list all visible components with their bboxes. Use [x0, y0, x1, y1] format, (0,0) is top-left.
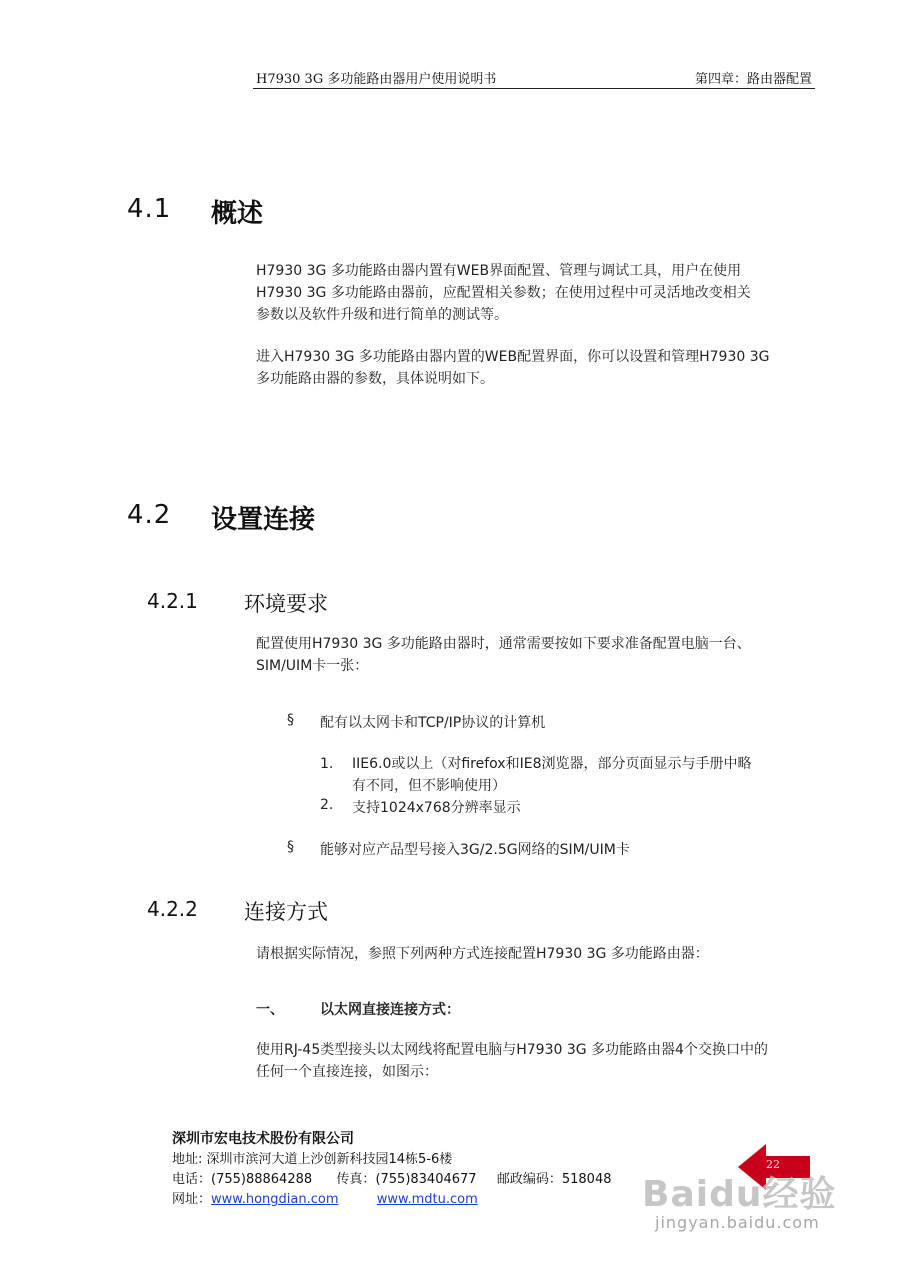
bullet-computer: 配有以太网卡和TCP/IP协议的计算机: [320, 715, 546, 731]
footer-web: [172, 1188, 478, 1207]
para-line: 参数以及软件升级和进行简单的测试等。: [256, 307, 508, 323]
link-hongdian[interactable]: www.hongdian.com: [211, 1192, 339, 1207]
para-line: 使用RJ-45类型接头以太网线将配置电脑与H7930 3G 多功能路由器4个交换口中的: [256, 1042, 768, 1058]
footer-address: 地址: 深圳市滨河大道上沙创新科技园14栋5-6楼: [172, 1152, 453, 1167]
section-4-2-2-title: 连接方式: [244, 900, 328, 924]
section-4-2-number: 4.2: [127, 500, 172, 530]
list-item-browser: [352, 753, 751, 797]
fax-value: (755)83404677: [375, 1172, 477, 1187]
section-4-2-1-title: 环境要求: [244, 592, 328, 616]
bullet-mark: §: [287, 712, 294, 728]
para-line: H7930 3G 多功能路由器前，应配置相关参数；在使用过程中可灵活地改变相关: [256, 285, 751, 301]
list-item-number: 1.: [320, 756, 334, 772]
section-4-1-title: 概述: [211, 199, 264, 229]
list-item-number: 2.: [320, 797, 334, 813]
bullet-sim-card: 能够对应产品型号接入3G/2.5G网络的SIM/UIM卡: [320, 842, 630, 858]
section-4-1-para1: [256, 260, 751, 326]
section-4-2-2-number: 4.2.2: [147, 897, 198, 921]
postal-value: 518048: [561, 1172, 612, 1187]
header-chapter: 第四章：路由器配置: [695, 72, 813, 87]
method-number: 一、: [256, 1002, 284, 1018]
method-description: [256, 1039, 768, 1083]
para-line: 有不同，但不影响使用）: [352, 778, 506, 794]
section-4-2-1-number: 4.2.1: [147, 589, 198, 613]
page-number: 22: [766, 1158, 780, 1171]
header-doc-title: H7930 3G 多功能路由器用户使用说明书: [256, 72, 497, 87]
method-title: 以太网直接连接方式：: [320, 1002, 460, 1018]
fax-label: 传真：: [336, 1172, 376, 1187]
para-line: 配置使用H7930 3G 多功能路由器时，通常需要按如下要求准备配置电脑一台、: [256, 636, 751, 652]
para-line: 任何一个直接连接，如图示：: [256, 1064, 438, 1080]
para-line: 进入H7930 3G 多功能路由器内置的WEB配置界面，你可以设置和管理H7930 3G: [256, 349, 770, 365]
footer-company: 深圳市宏电技术股份有限公司: [172, 1131, 354, 1147]
section-4-2-2-intro: 请根据实际情况，参照下列两种方式连接配置H7930 3G 多功能路由器：: [256, 946, 709, 962]
para-line: 多功能路由器的参数，具体说明如下。: [256, 371, 494, 387]
postal-label: 邮政编码：: [496, 1172, 562, 1187]
link-mdtu[interactable]: www.mdtu.com: [376, 1192, 478, 1207]
section-4-2-1-intro: [256, 633, 751, 677]
header-rule: [253, 88, 815, 89]
para-line: IIE6.0或以上（对firefox和IE8浏览器，部分页面显示与手册中略: [352, 756, 752, 772]
phone-value: (755)88864288: [211, 1172, 313, 1187]
para-line: SIM/UIM卡一张：: [256, 658, 369, 674]
bullet-mark: §: [287, 839, 294, 855]
footer-contact: [172, 1168, 612, 1187]
phone-label: 电话：: [172, 1172, 212, 1187]
baidu-watermark-logo: Baidu经验: [642, 1174, 837, 1215]
section-4-1-number: 4.1: [127, 194, 172, 224]
section-4-1-para2: [256, 346, 769, 390]
list-item-resolution: 支持1024x768分辨率显示: [352, 800, 521, 816]
para-line: H7930 3G 多功能路由器内置有WEB界面配置、管理与调试工具，用户在使用: [256, 263, 742, 279]
baidu-watermark-site: jingyan.baidu.com: [655, 1213, 820, 1232]
section-4-2-title: 设置连接: [211, 505, 316, 535]
web-label: 网址：: [172, 1192, 212, 1207]
